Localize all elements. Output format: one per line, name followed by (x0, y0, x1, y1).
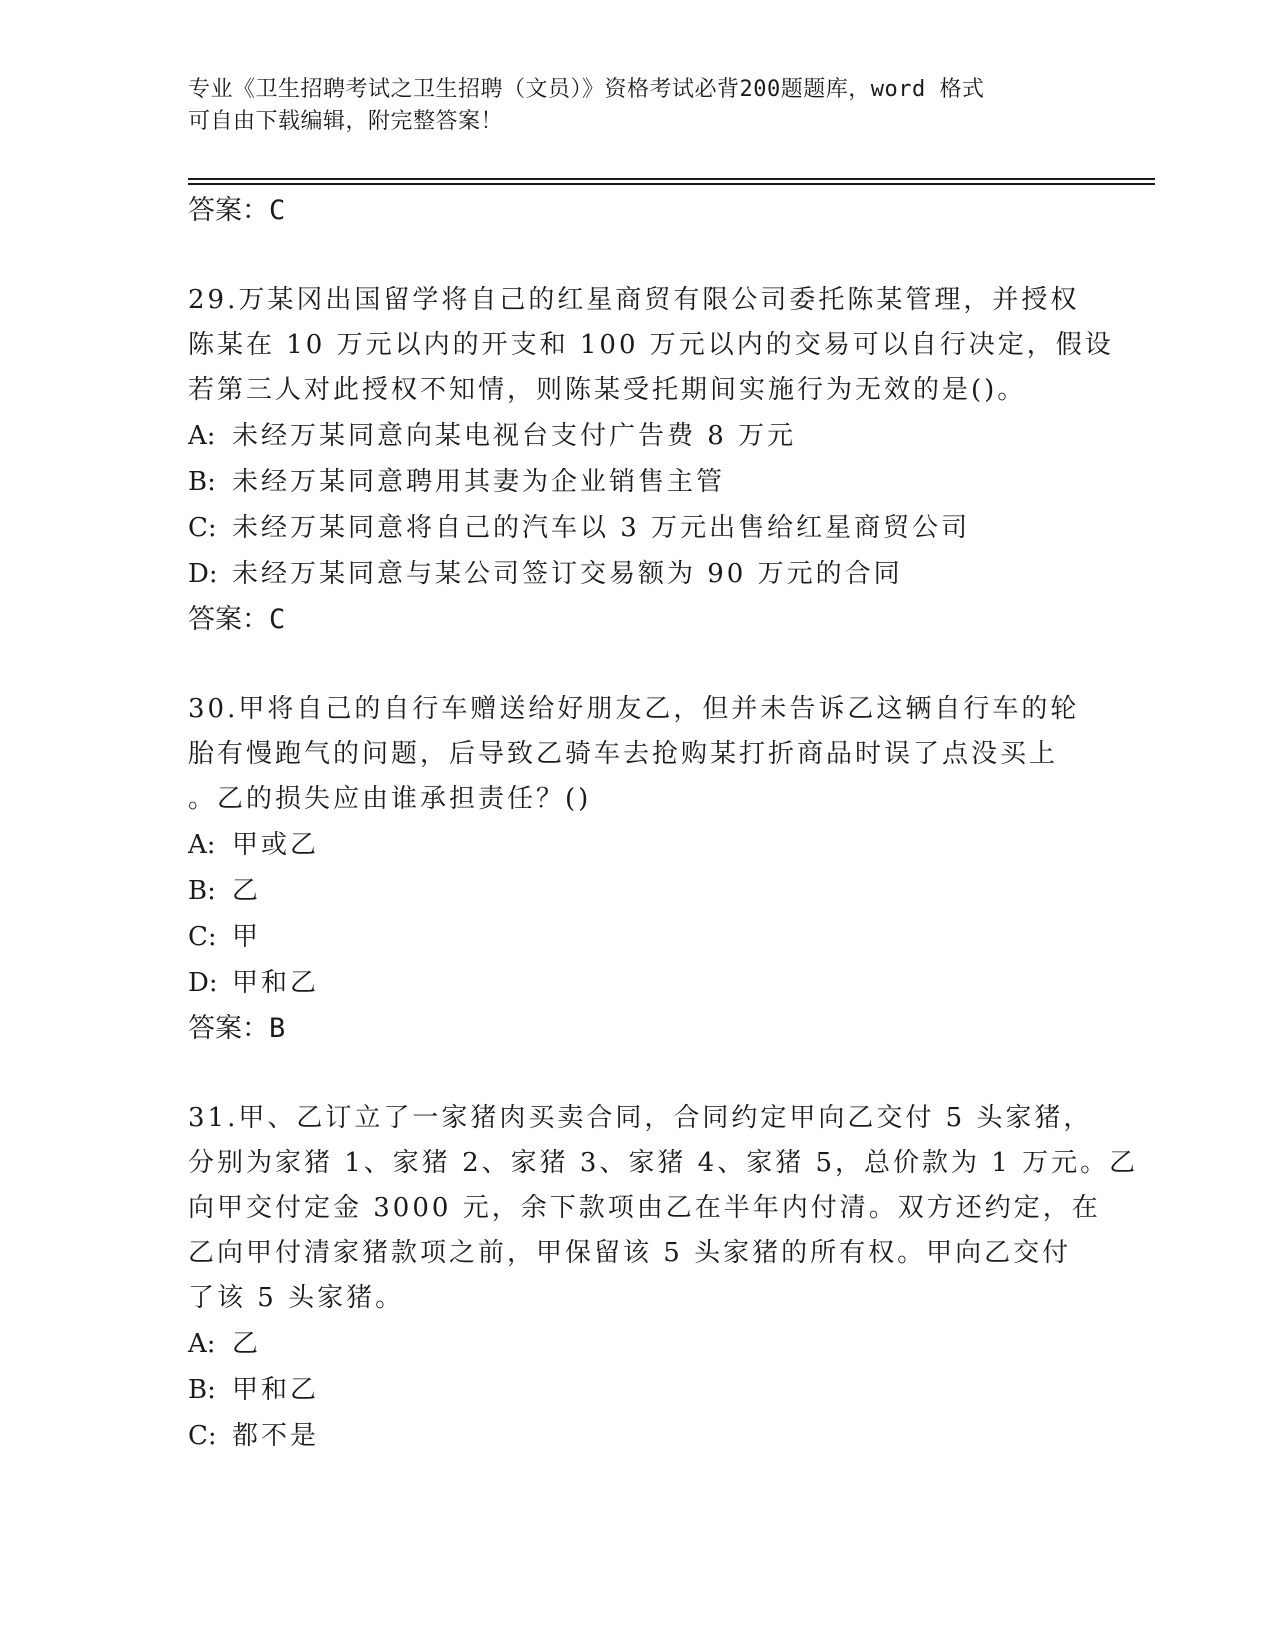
option-text: 甲和乙 (232, 968, 320, 998)
option-key: D: (188, 559, 218, 589)
option-key: B: (188, 467, 216, 497)
answer-label: 答案：B (188, 1013, 286, 1044)
option-text: 未经万某同意向某电视台支付广告费 8 万元 (232, 421, 797, 451)
option-key: C: (188, 513, 217, 543)
option-text: 甲或乙 (232, 830, 320, 860)
option-key: A: (188, 830, 216, 860)
question-line: 了该 5 头家猪。 (188, 1283, 405, 1313)
option-d (188, 960, 1088, 1006)
question-line: 29.万某冈出国留学将自己的红星商贸有限公司委托陈某管理，并授权 (188, 285, 1080, 315)
question-line: 分别为家猪 1、家猪 2、家猪 3、家猪 4、家猪 5，总价款为 1 万元。乙 (188, 1148, 1139, 1178)
option-c (188, 1413, 1088, 1459)
option-d (188, 551, 1088, 597)
option-text: 未经万某同意聘用其妻为企业销售主管 (232, 467, 726, 497)
option-b (188, 1367, 1088, 1413)
question-text (188, 278, 1114, 413)
question-line: 30.甲将自己的自行车赠送给好朋友乙，但并未告诉乙这辆自行车的轮 (188, 694, 1080, 724)
option-text: 未经万某同意与某公司签订交易额为 90 万元的合同 (232, 559, 903, 589)
option-text: 未经万某同意将自己的汽车以 3 万元出售给红星商贸公司 (232, 513, 971, 543)
option-key: D: (188, 968, 218, 998)
option-text: 甲和乙 (232, 1375, 320, 1405)
header-divider-top (188, 178, 1155, 180)
question-31 (188, 1096, 1139, 1459)
question-line: 向甲交付定金 3000 元，余下款项由乙在半年内付清。双方还约定，在 (188, 1193, 1101, 1223)
option-a (188, 1321, 1088, 1367)
header-line: 可自由下载编辑，附完整答案！ (188, 109, 504, 134)
header-line: 专业《卫生招聘考试之卫生招聘（文员）》资格考试必背200题题库，word 格式 (188, 77, 985, 102)
option-key: B: (188, 1375, 216, 1405)
option-text: 乙 (232, 876, 262, 906)
question-line: 陈某在 10 万元以内的开支和 100 万元以内的交易可以自行决定，假设 (188, 330, 1114, 360)
answer-label: 答案：C (188, 604, 286, 635)
option-b (188, 868, 1088, 914)
question-line: 31.甲、乙订立了一家猪肉买卖合同，合同约定甲向乙交付 5 头家猪， (188, 1103, 1093, 1133)
option-key: C: (188, 922, 217, 952)
option-text: 都不是 (232, 1421, 320, 1451)
question-list (188, 188, 1139, 1459)
question-30 (188, 687, 1088, 1051)
question-text (188, 687, 1080, 822)
option-text: 甲 (232, 922, 262, 952)
option-c (188, 505, 1088, 551)
header-divider-bottom (188, 183, 1155, 185)
option-key: C: (188, 1421, 217, 1451)
question-text (188, 1096, 1139, 1321)
answer-label: 答案：C (188, 195, 286, 226)
question-line: 乙向甲付清家猪款项之前，甲保留该 5 头家猪的所有权。甲向乙交付 (188, 1238, 1072, 1268)
option-c (188, 914, 1088, 960)
option-text: 乙 (232, 1329, 262, 1359)
option-a (188, 822, 1088, 868)
option-a (188, 413, 1088, 459)
option-key: B: (188, 876, 216, 906)
option-key: A: (188, 421, 216, 451)
question-line: 。乙的损失应由谁承担责任？() (188, 784, 592, 814)
question-29 (188, 278, 1114, 642)
question-line: 若第三人对此授权不知情，则陈某受托期间实施行为无效的是()。 (188, 375, 1027, 405)
question-line: 胎有慢跑气的问题，后导致乙骑车去抢购某打折商品时误了点没买上 (188, 739, 1059, 769)
page-header (188, 74, 1088, 138)
option-b (188, 459, 1088, 505)
option-key: A: (188, 1329, 216, 1359)
